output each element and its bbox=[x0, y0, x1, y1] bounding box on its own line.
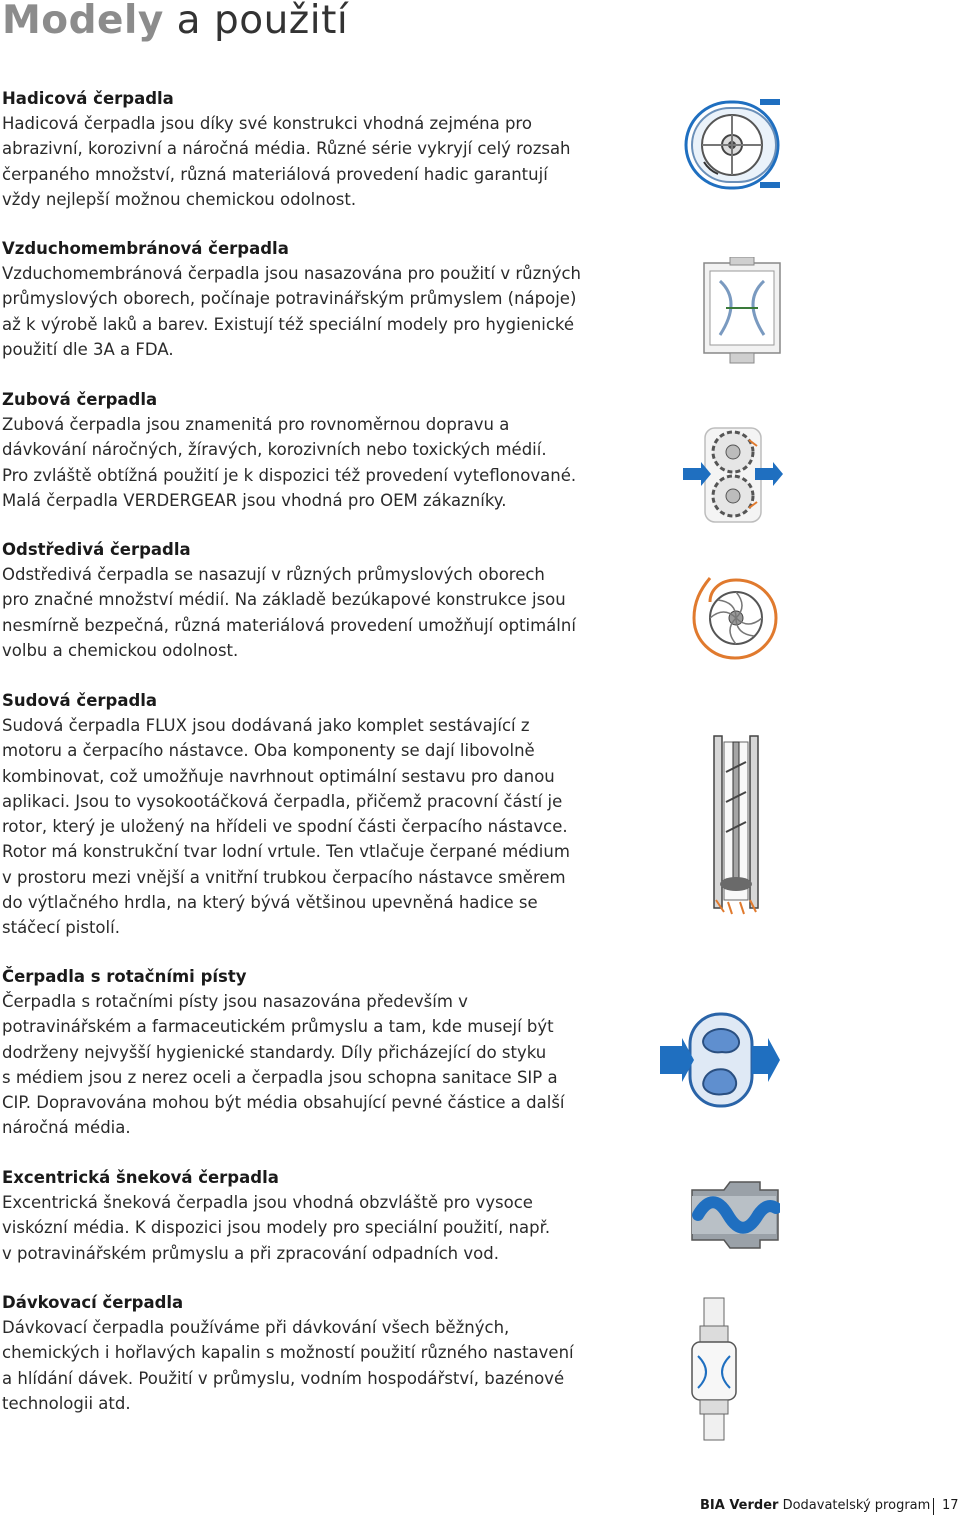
section-text-line: dodrženy nejvyšší hygienické standardy. Díly přicházející do styku bbox=[2, 1042, 547, 1062]
section-text-line: pro značné množství médií. Na základě bezúkapové konstrukce jsou bbox=[2, 590, 566, 610]
section-text-line: Odstředivá čerpadla se nasazují v různých průmyslových oborech bbox=[2, 565, 545, 584]
section bbox=[2, 236, 642, 362]
section-text-line: technologii atd. bbox=[2, 1393, 131, 1413]
section-text-line: náročná média. bbox=[2, 1118, 131, 1138]
section-text-line: použití dle 3A a FDA. bbox=[2, 339, 174, 359]
footer-brand: BIA Verder bbox=[700, 1498, 779, 1513]
section bbox=[2, 1290, 642, 1416]
section-text-line: rotor, který je uložený na hřídeli ve spodní části čerpacího nástavce. bbox=[2, 817, 568, 837]
section-heading: Čerpadla s rotačními písty bbox=[2, 967, 247, 986]
section-heading: Sudová čerpadla bbox=[2, 691, 158, 710]
section-text-line: Čerpadla s rotačními písty jsou nasazována především v bbox=[2, 992, 468, 1011]
section bbox=[2, 964, 642, 1141]
page-title bbox=[2, 0, 348, 43]
section-text-line: a hlídání dávek. Použití v průmyslu, vodním hospodářství, bazénové bbox=[2, 1368, 565, 1388]
dosing-pump-illustration bbox=[686, 1296, 742, 1444]
section-text-line: chemických i hořlavých kapalin s možností použití různého nastavení bbox=[2, 1343, 574, 1363]
section bbox=[2, 537, 642, 663]
section-text-line: Vzduchomembránová čerpadla jsou nasazována pro použití v různých bbox=[2, 264, 582, 283]
section-text-line: Hadicová čerpadla jsou díky své konstrukci vhodná zejména pro bbox=[2, 114, 532, 133]
section-text-line: CIP. Dopravována mohou být média obsahující pevné částice a další bbox=[2, 1093, 565, 1113]
section-heading: Dávkovací čerpadla bbox=[2, 1293, 184, 1312]
section-text-line: vždy nejlepší možnou chemickou odolnost. bbox=[2, 189, 357, 209]
section-text-line: viskózní média. K dispozici jsou modely pro speciální použití, např. bbox=[2, 1218, 551, 1238]
section-heading: Zubová čerpadla bbox=[2, 390, 158, 409]
section-text-line: do výtlačného hrdla, na který bývá většinou upevněná hadice se bbox=[2, 893, 538, 913]
footer-text: Dodavatelský program bbox=[778, 1498, 931, 1513]
section-text-line: Dávkovací čerpadla používáme při dávkování všech běžných, bbox=[2, 1318, 510, 1337]
gear-pump-illustration bbox=[683, 424, 783, 526]
section bbox=[2, 86, 642, 212]
drum-pump-illustration bbox=[706, 732, 766, 916]
section-text-line: v potravinářském průmyslu a při zpracování odpadních vod. bbox=[2, 1243, 499, 1263]
section-text-line: Sudová čerpadla FLUX jsou dodávaná jako komplet sestávající z bbox=[2, 716, 530, 735]
section-heading: Hadicová čerpadla bbox=[2, 89, 174, 108]
title-bold: Modely bbox=[2, 0, 164, 43]
section bbox=[2, 387, 642, 513]
title-rest: a použití bbox=[163, 0, 349, 43]
section-text-line: s médiem jsou z nerez oceli a čerpadla jsou schopna sanitace SIP a bbox=[2, 1067, 558, 1087]
rotary-lobe-pump-illustration bbox=[660, 1010, 780, 1110]
section-text-line: Zubová čerpadla jsou znamenitá pro rovnoměrnou dopravu a bbox=[2, 415, 510, 434]
page-footer bbox=[700, 1497, 958, 1517]
section-text-line: Rotor má konstrukční tvar lodní vrtule. Ten vtlačuje čerpané médium bbox=[2, 842, 570, 862]
page-number: 17 bbox=[942, 1498, 959, 1513]
centrifugal-pump-illustration bbox=[690, 572, 780, 662]
section-text-line: nesmírně bezpečná, různá materiálová provedení umožňují optimální bbox=[2, 615, 576, 635]
section-text-line: Malá čerpadla VERDERGEAR jsou vhodná pro OEM zákazníky. bbox=[2, 490, 507, 510]
section-text-line: volbu a chemickou odolnost. bbox=[2, 640, 239, 660]
section-heading: Odstředivá čerpadla bbox=[2, 540, 191, 559]
section-text-line: průmyslových oborech, počínaje potravinářským průmyslem (nápoje) bbox=[2, 289, 577, 309]
section-text-line: abrazivní, korozivní a náročná média. Různé série vykryjí celý rozsah bbox=[2, 139, 571, 159]
section-text-line: v prostoru mezi vnější a vnitřní trubkou čerpacího nástavce směrem bbox=[2, 867, 566, 887]
section-text-line: až k výrobě laků a barev. Existují též speciální modely pro hygienické bbox=[2, 314, 575, 334]
progressive-cavity-pump-illustration bbox=[690, 1180, 780, 1250]
section-text-line: Excentrická šneková čerpadla jsou vhodná obzvláště pro vysoce bbox=[2, 1193, 533, 1212]
section bbox=[2, 1165, 642, 1266]
section-text-line: stáčecí pistolí. bbox=[2, 918, 120, 938]
section-text-line: potravinářském a farmaceutickém průmyslu a tam, kde musejí být bbox=[2, 1017, 554, 1037]
hose-pump-illustration bbox=[682, 96, 782, 192]
section-text-line: čerpaného množství, různá materiálová provedení hadic garantují bbox=[2, 164, 548, 184]
section-text-line: dávkování náročných, žíravých, korozivních nebo toxických médií. bbox=[2, 440, 547, 460]
footer-separator bbox=[933, 1498, 934, 1515]
section-text-line: Pro zvláště obtížná použití je k dispozici též provedení vyteflonované. bbox=[2, 465, 577, 485]
section-heading: Vzduchomembránová čerpadla bbox=[2, 239, 289, 258]
section-text-line: kombinovat, což umožňuje navrhnout optimální sestavu pro danou bbox=[2, 766, 555, 786]
section-text-line: aplikaci. Jsou to vysokootáčková čerpadla, přičemž pracovní částí je bbox=[2, 791, 563, 811]
section-text-line: motoru a čerpacího nástavce. Oba komponenty se dají libovolně bbox=[2, 741, 535, 761]
diaphragm-pump-illustration bbox=[700, 257, 784, 367]
section-heading: Excentrická šneková čerpadla bbox=[2, 1168, 279, 1187]
section bbox=[2, 688, 642, 941]
